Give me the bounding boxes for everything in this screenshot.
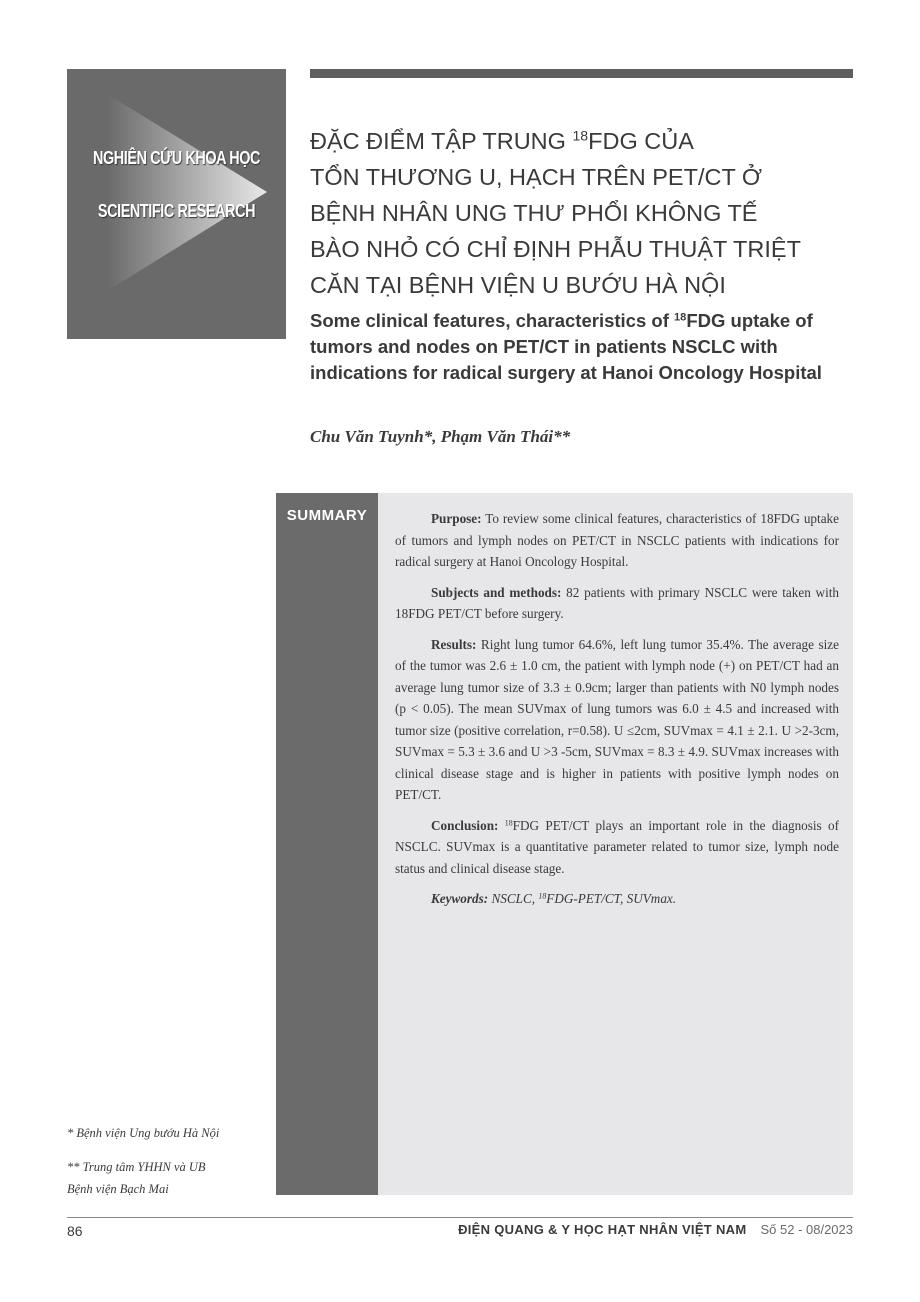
results-paragraph bbox=[395, 634, 839, 806]
badge-label-vn: NGHIÊN CỨU KHOA HỌC bbox=[92, 148, 261, 168]
results-text: Right lung tumor 64.6%, left lung tumor 35.4%. The average size of the tumor was 2.6 ± 1.0 cm, the patient with lymph node (+) on PET/CT had an average lung tumor size of 3.3 ± 0.9cm; larger than patients with N0 lymph nodes (p < 0.05). The mean SUVmax of lung tumors was 6.0 ± 4.5 and increased with tumor size (positive correlation, r=0.58). U ≤2cm, SUVmax = 4.1 ± 2.1. U >2-3cm, SUVmax = 5.3 ± 3.6 and U >3 -5cm, SUVmax = 8.3 ± 4.9. SUVmax increases with clinical disease stage and is higher in patients with positive lymph nodes on PET/CT. bbox=[395, 636, 839, 802]
methods-paragraph bbox=[395, 582, 839, 625]
authors: Chu Văn Tuynh*, Phạm Văn Thái** bbox=[310, 427, 571, 446]
methods-heading: Subjects and methods: bbox=[431, 584, 562, 600]
journal-name: ĐIỆN QUANG & Y HỌC HẠT NHÂN VIỆT NAM bbox=[458, 1222, 747, 1237]
conclusion-sup: 18 bbox=[504, 817, 513, 827]
keywords-text: NSCLC, bbox=[488, 891, 539, 906]
purpose-text: To review some clinical features, characteristics of 18FDG uptake of tumors and lymph nodes on PET/CT in NSCLC patients with indications for radical surgery at Hanoi Oncology Hospital. bbox=[395, 511, 839, 569]
title-vn-line1-end: FDG CỦA bbox=[588, 128, 694, 154]
badge-label-en: SCIENTIFIC RESEARCH bbox=[97, 201, 256, 221]
title-en-start: Some clinical features, characteristics of bbox=[310, 310, 674, 331]
title-vn-line2: TỔN THƯƠNG U, HẠCH TRÊN PET/CT Ở bbox=[310, 164, 763, 190]
footnote-affiliation-2 bbox=[67, 1156, 257, 1200]
title-vn-line3: BỆNH NHÂN UNG THƯ PHỔI KHÔNG TẾ bbox=[310, 200, 758, 226]
purpose-paragraph bbox=[395, 508, 839, 573]
keywords-text-end: FDG-PET/CT, SUVmax. bbox=[546, 891, 677, 906]
issue-info: Số 52 - 08/2023 bbox=[760, 1222, 853, 1237]
conclusion-text: FDG PET/CT plays an important role in the diagnosis of NSCLC. SUVmax is a quantitative parameter related to tumor size, lymph node status and clinical disease stage. bbox=[395, 817, 840, 876]
section-badge bbox=[67, 69, 286, 339]
conclusion-paragraph bbox=[395, 815, 839, 880]
footer-rule bbox=[67, 1217, 853, 1218]
title-english bbox=[310, 308, 855, 386]
journal-footer bbox=[458, 1222, 853, 1237]
title-vn-line5: CĂN TẠI BỆNH VIỆN U BƯỚU HÀ NỘI bbox=[310, 272, 726, 298]
footnote-2-line1: ** Trung tâm YHHN và UB bbox=[67, 1160, 206, 1174]
header-rule bbox=[310, 69, 853, 78]
title-en-sup: 18 bbox=[674, 311, 687, 324]
page-number: 86 bbox=[67, 1223, 83, 1239]
purpose-heading: Purpose: bbox=[431, 511, 482, 526]
summary-heading: SUMMARY bbox=[286, 507, 368, 524]
keywords-sup: 18 bbox=[538, 891, 547, 901]
title-vn-line1: ĐẶC ĐIỂM TẬP TRUNG bbox=[310, 128, 573, 154]
summary-label-box bbox=[276, 493, 378, 1195]
methods-text: 82 patients with primary NSCLC were taken with 18FDG PET/CT before surgery. bbox=[395, 584, 839, 621]
keywords-paragraph bbox=[395, 888, 839, 910]
title-vn-sup: 18 bbox=[572, 127, 589, 144]
conclusion-heading: Conclusion: bbox=[431, 817, 499, 833]
footnote-affiliation-1: * Bệnh viện Ung bướu Hà Nội bbox=[67, 1126, 220, 1140]
title-vietnamese bbox=[310, 123, 855, 303]
keywords-heading: Keywords: bbox=[431, 891, 489, 906]
title-vn-line4: BÀO NHỎ CÓ CHỈ ĐỊNH PHẪU THUẬT TRIỆT bbox=[310, 236, 801, 262]
results-heading: Results: bbox=[431, 636, 477, 652]
footnote-2-line2: Bệnh viện Bạch Mai bbox=[67, 1182, 169, 1196]
title-en-end: FDG uptake of tumors and nodes on PET/CT in patients NSCLC with indications for radical surgery at Hanoi Oncology Hospital bbox=[310, 310, 822, 383]
summary-body bbox=[395, 508, 839, 919]
